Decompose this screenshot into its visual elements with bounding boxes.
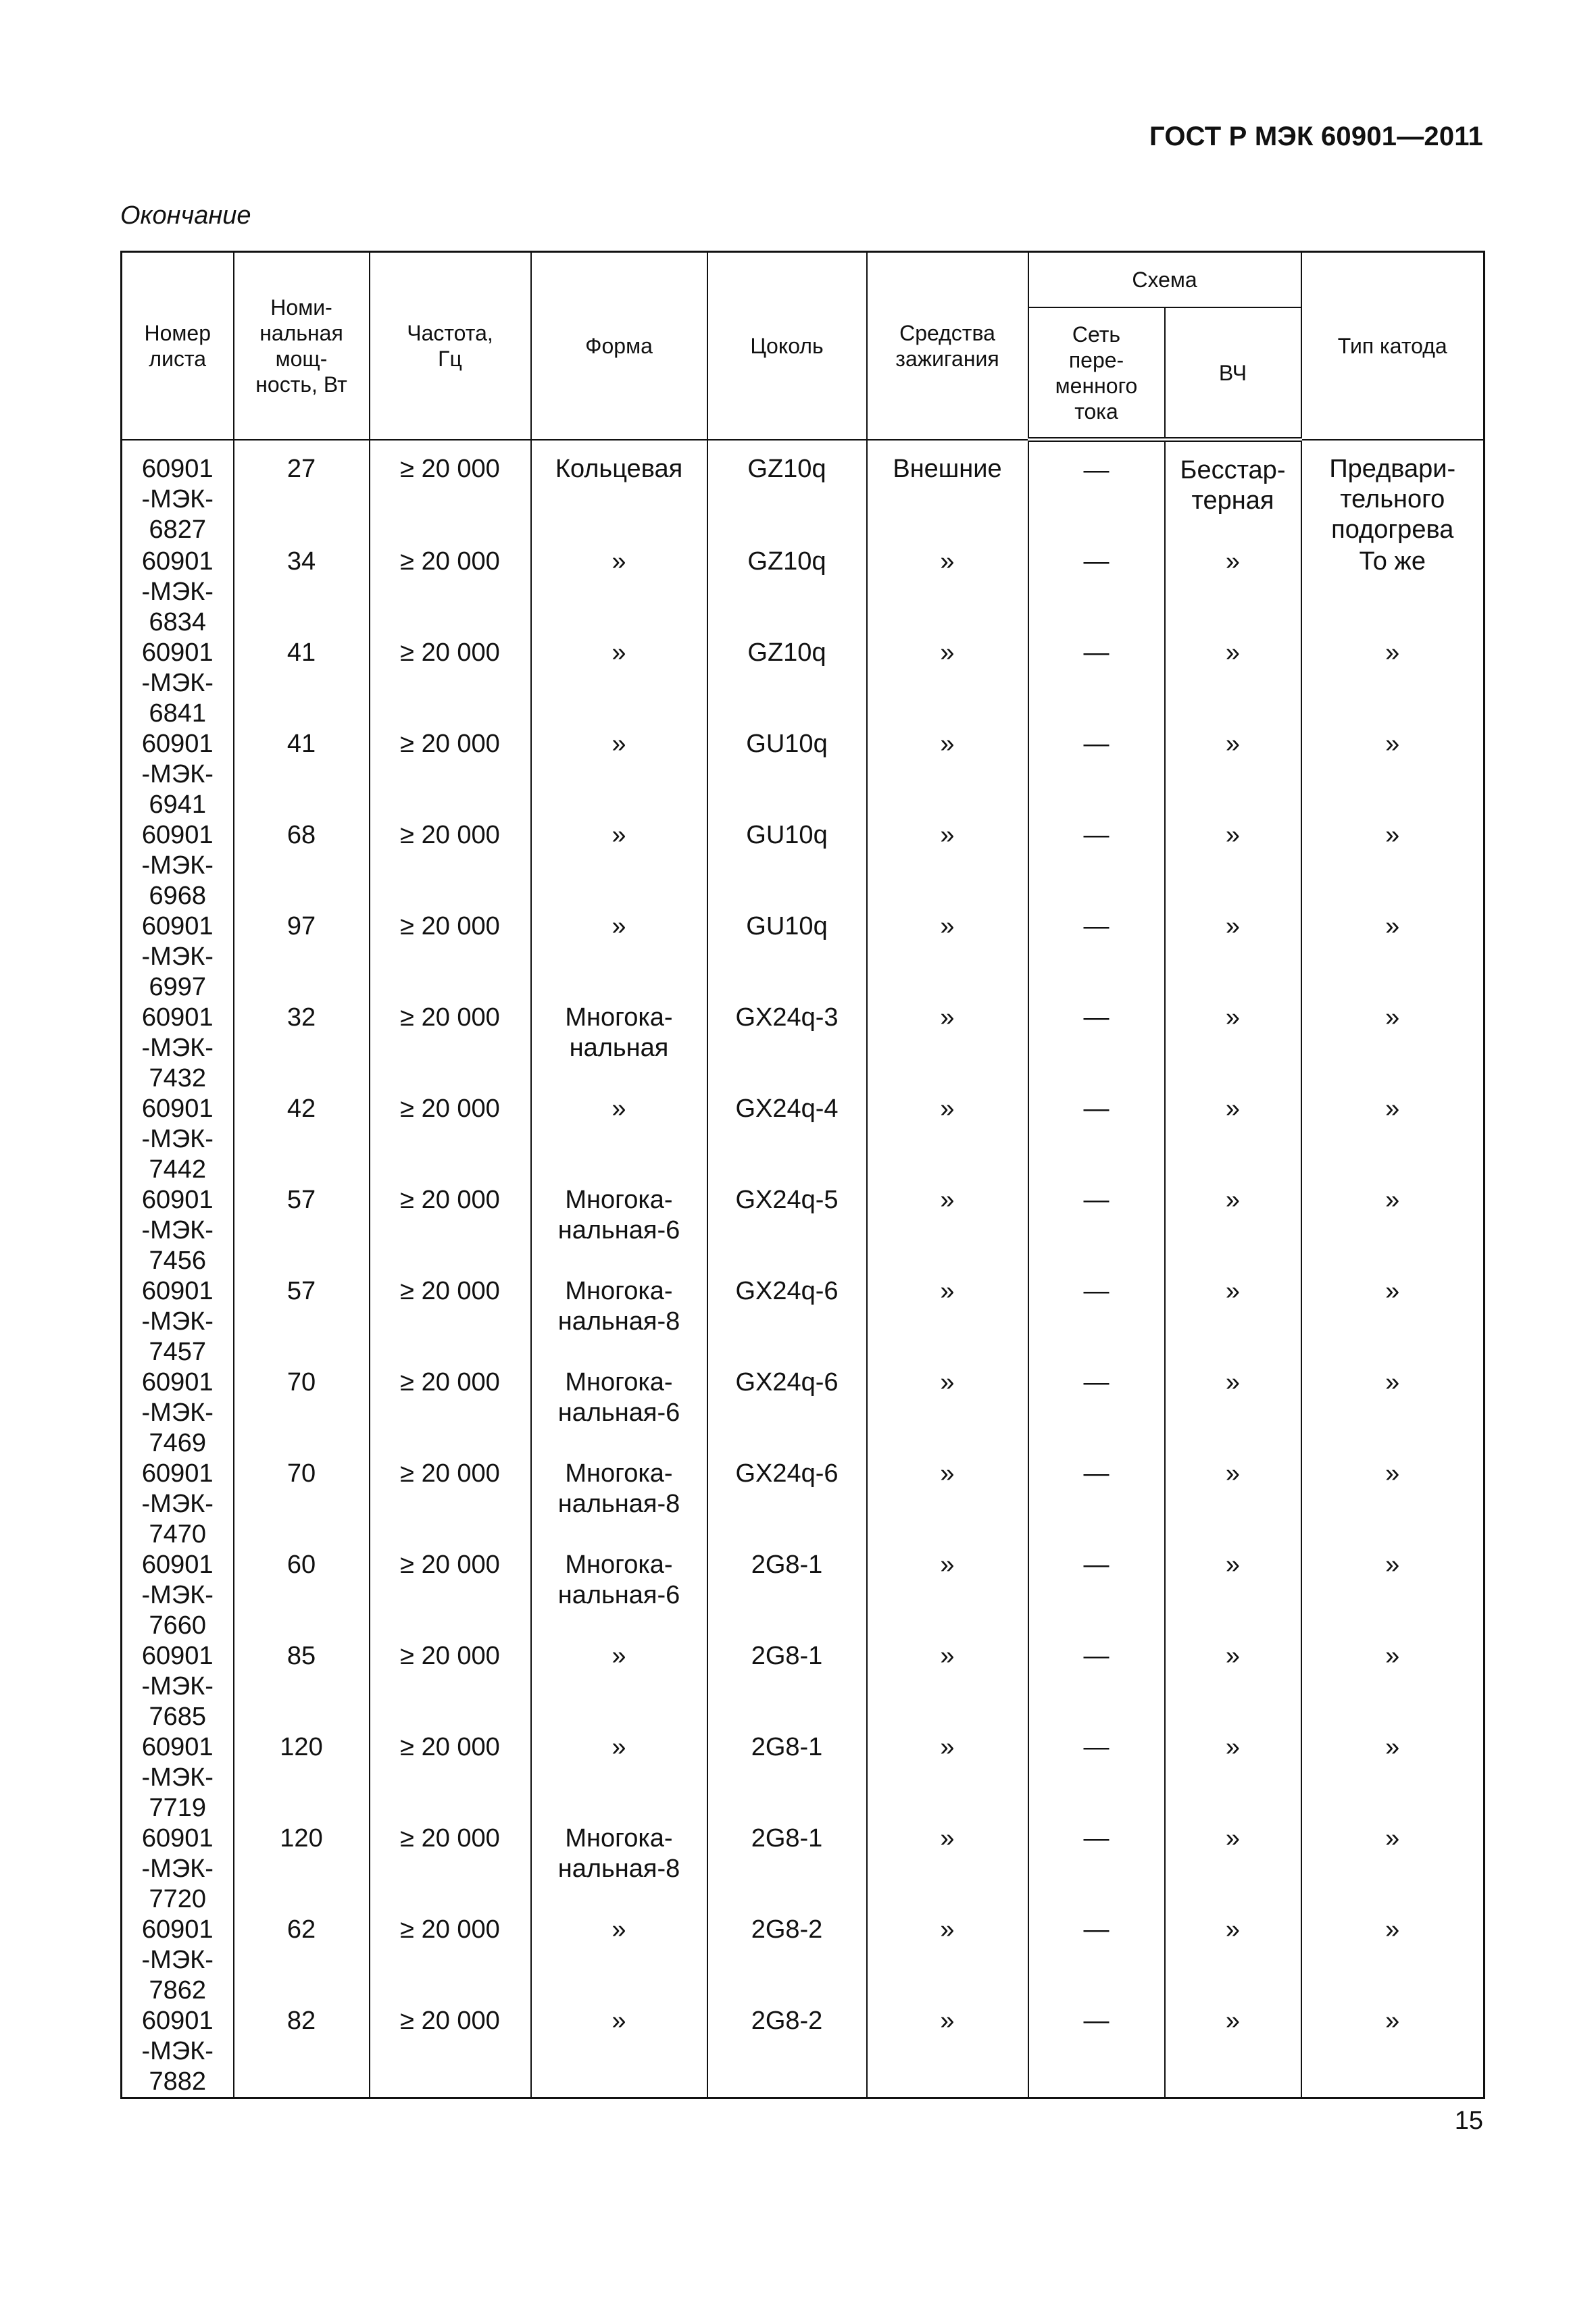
cell-scheme-ac: — xyxy=(1028,1641,1165,1732)
cell-sheet-number: 60901 -МЭК- 7882 xyxy=(122,2006,234,2098)
page-number: 15 xyxy=(1454,2107,1483,2135)
cell-power: 85 xyxy=(234,1641,370,1732)
cell-ignition: » xyxy=(867,1367,1028,1459)
cell-base: GX24q-3 xyxy=(707,1003,867,1094)
cell-sheet-number: 60901 -МЭК- 7719 xyxy=(122,1732,234,1823)
cell-scheme-ac: — xyxy=(1028,1185,1165,1276)
cell-sheet-number: 60901 -МЭК- 6827 xyxy=(122,440,234,547)
cell-base: 2G8-1 xyxy=(707,1823,867,1915)
cell-ignition: » xyxy=(867,1459,1028,1550)
cell-frequency: ≥ 20 000 xyxy=(370,1276,531,1367)
cell-scheme-ac: — xyxy=(1028,729,1165,820)
cell-ignition: » xyxy=(867,1915,1028,2006)
cell-ignition: » xyxy=(867,1732,1028,1823)
cell-scheme-hf: » xyxy=(1165,1823,1301,1915)
header-sheet-number: Номер листа xyxy=(122,252,234,440)
table-body xyxy=(122,440,1485,2098)
cell-scheme-hf: » xyxy=(1165,1094,1301,1185)
cell-scheme-hf: » xyxy=(1165,1641,1301,1732)
standard-title: ГОСТ Р МЭК 60901—2011 xyxy=(1149,122,1483,151)
cell-cathode: » xyxy=(1301,1367,1485,1459)
table-row xyxy=(122,1276,1485,1367)
cell-frequency: ≥ 20 000 xyxy=(370,820,531,911)
cell-scheme-ac: — xyxy=(1028,1367,1165,1459)
cell-cathode: » xyxy=(1301,1641,1485,1732)
table-row xyxy=(122,1185,1485,1276)
continuation-label: Окончание xyxy=(120,201,251,230)
cell-base: GZ10q xyxy=(707,638,867,729)
cell-scheme-hf: » xyxy=(1165,1915,1301,2006)
cell-base: GU10q xyxy=(707,911,867,1003)
cell-ignition: Внешние xyxy=(867,440,1028,547)
cell-ignition: » xyxy=(867,911,1028,1003)
cell-shape: » xyxy=(531,820,707,911)
cell-base: GU10q xyxy=(707,729,867,820)
table-row xyxy=(122,638,1485,729)
cell-frequency: ≥ 20 000 xyxy=(370,1094,531,1185)
cell-scheme-hf: » xyxy=(1165,820,1301,911)
cell-power: 41 xyxy=(234,638,370,729)
cell-power: 120 xyxy=(234,1823,370,1915)
cell-cathode: » xyxy=(1301,820,1485,911)
cell-scheme-hf: » xyxy=(1165,729,1301,820)
cell-cathode: » xyxy=(1301,2006,1485,2098)
cell-scheme-hf: » xyxy=(1165,1003,1301,1094)
cell-power: 70 xyxy=(234,1459,370,1550)
header-scheme: Схема xyxy=(1028,252,1301,308)
cell-scheme-ac: — xyxy=(1028,1550,1165,1641)
cell-frequency: ≥ 20 000 xyxy=(370,638,531,729)
cell-scheme-ac: — xyxy=(1028,1276,1165,1367)
cell-cathode: » xyxy=(1301,1550,1485,1641)
cell-base: 2G8-1 xyxy=(707,1641,867,1732)
cell-shape: Многока- нальная-8 xyxy=(531,1459,707,1550)
cell-shape: Кольцевая xyxy=(531,440,707,547)
table-row xyxy=(122,729,1485,820)
cell-base: 2G8-2 xyxy=(707,2006,867,2098)
lamp-spec-table xyxy=(120,251,1485,2099)
cell-scheme-hf: » xyxy=(1165,1459,1301,1550)
cell-frequency: ≥ 20 000 xyxy=(370,1915,531,2006)
cell-ignition: » xyxy=(867,1003,1028,1094)
cell-shape: Многока- нальная xyxy=(531,1003,707,1094)
cell-power: 57 xyxy=(234,1276,370,1367)
table-row xyxy=(122,820,1485,911)
cell-base: GX24q-4 xyxy=(707,1094,867,1185)
cell-sheet-number: 60901 -МЭК- 7469 xyxy=(122,1367,234,1459)
cell-scheme-ac: — xyxy=(1028,1459,1165,1550)
cell-cathode: » xyxy=(1301,1459,1485,1550)
table-row xyxy=(122,1459,1485,1550)
cell-shape: » xyxy=(531,1641,707,1732)
cell-power: 57 xyxy=(234,1185,370,1276)
cell-scheme-hf: » xyxy=(1165,547,1301,638)
table-row xyxy=(122,1003,1485,1094)
cell-frequency: ≥ 20 000 xyxy=(370,440,531,547)
cell-shape: » xyxy=(531,2006,707,2098)
cell-power: 27 xyxy=(234,440,370,547)
cell-scheme-ac: — xyxy=(1028,2006,1165,2098)
cell-cathode: » xyxy=(1301,1094,1485,1185)
cell-frequency: ≥ 20 000 xyxy=(370,1732,531,1823)
header-base: Цоколь xyxy=(707,252,867,440)
cell-sheet-number: 60901 -МЭК- 6841 xyxy=(122,638,234,729)
header-shape: Форма xyxy=(531,252,707,440)
cell-sheet-number: 60901 -МЭК- 7442 xyxy=(122,1094,234,1185)
cell-scheme-hf: » xyxy=(1165,911,1301,1003)
cell-ignition: » xyxy=(867,1276,1028,1367)
cell-frequency: ≥ 20 000 xyxy=(370,1823,531,1915)
table-row xyxy=(122,1550,1485,1641)
cell-ignition: » xyxy=(867,1550,1028,1641)
cell-shape: » xyxy=(531,1094,707,1185)
cell-power: 60 xyxy=(234,1550,370,1641)
table-row xyxy=(122,1732,1485,1823)
cell-shape: » xyxy=(531,1915,707,2006)
cell-base: GZ10q xyxy=(707,547,867,638)
cell-sheet-number: 60901 -МЭК- 6834 xyxy=(122,547,234,638)
cell-ignition: » xyxy=(867,1823,1028,1915)
cell-shape: » xyxy=(531,547,707,638)
cell-scheme-hf: » xyxy=(1165,1276,1301,1367)
cell-sheet-number: 60901 -МЭК- 6968 xyxy=(122,820,234,911)
cell-shape: » xyxy=(531,638,707,729)
cell-base: GU10q xyxy=(707,820,867,911)
cell-frequency: ≥ 20 000 xyxy=(370,1185,531,1276)
cell-shape: » xyxy=(531,1732,707,1823)
cell-cathode: » xyxy=(1301,1003,1485,1094)
cell-scheme-hf: Бесстар- терная xyxy=(1165,440,1301,547)
cell-frequency: ≥ 20 000 xyxy=(370,1003,531,1094)
cell-sheet-number: 60901 -МЭК- 7457 xyxy=(122,1276,234,1367)
cell-scheme-hf: » xyxy=(1165,1550,1301,1641)
cell-scheme-hf: » xyxy=(1165,1185,1301,1276)
cell-frequency: ≥ 20 000 xyxy=(370,1641,531,1732)
table-row xyxy=(122,1641,1485,1732)
header-power: Номи- нальная мощ- ность, Вт xyxy=(234,252,370,440)
cell-power: 70 xyxy=(234,1367,370,1459)
cell-scheme-ac: — xyxy=(1028,1915,1165,2006)
cell-power: 41 xyxy=(234,729,370,820)
cell-shape: Многока- нальная-6 xyxy=(531,1550,707,1641)
cell-scheme-ac: — xyxy=(1028,1003,1165,1094)
cell-sheet-number: 60901 -МЭК- 7720 xyxy=(122,1823,234,1915)
cell-ignition: » xyxy=(867,729,1028,820)
cell-sheet-number: 60901 -МЭК- 6997 xyxy=(122,911,234,1003)
cell-cathode: » xyxy=(1301,729,1485,820)
cell-cathode: » xyxy=(1301,1732,1485,1823)
table-row xyxy=(122,1915,1485,2006)
cell-base: GX24q-6 xyxy=(707,1276,867,1367)
cell-shape: » xyxy=(531,911,707,1003)
cell-sheet-number: 60901 -МЭК- 7456 xyxy=(122,1185,234,1276)
cell-base: 2G8-1 xyxy=(707,1550,867,1641)
cell-base: GX24q-5 xyxy=(707,1185,867,1276)
cell-cathode: » xyxy=(1301,1276,1485,1367)
header-scheme-hf: ВЧ xyxy=(1165,307,1301,440)
table-row xyxy=(122,1823,1485,1915)
cell-scheme-ac: — xyxy=(1028,820,1165,911)
table-row xyxy=(122,547,1485,638)
cell-power: 97 xyxy=(234,911,370,1003)
cell-ignition: » xyxy=(867,2006,1028,2098)
cell-scheme-ac: — xyxy=(1028,1823,1165,1915)
cell-power: 82 xyxy=(234,2006,370,2098)
table-row xyxy=(122,1094,1485,1185)
cell-cathode: Предвари- тельного подогрева xyxy=(1301,440,1485,547)
cell-cathode: » xyxy=(1301,911,1485,1003)
cell-power: 32 xyxy=(234,1003,370,1094)
cell-base: GX24q-6 xyxy=(707,1459,867,1550)
cell-power: 68 xyxy=(234,820,370,911)
cell-cathode: » xyxy=(1301,638,1485,729)
cell-cathode: » xyxy=(1301,1823,1485,1915)
cell-frequency: ≥ 20 000 xyxy=(370,1550,531,1641)
cell-frequency: ≥ 20 000 xyxy=(370,911,531,1003)
cell-base: 2G8-1 xyxy=(707,1732,867,1823)
cell-scheme-ac: — xyxy=(1028,547,1165,638)
cell-shape: Многока- нальная-6 xyxy=(531,1185,707,1276)
cell-base: 2G8-2 xyxy=(707,1915,867,2006)
cell-scheme-ac: — xyxy=(1028,1094,1165,1185)
cell-shape: Многока- нальная-8 xyxy=(531,1823,707,1915)
header-cathode: Тип катода xyxy=(1301,252,1485,440)
table-row xyxy=(122,911,1485,1003)
cell-cathode: То же xyxy=(1301,547,1485,638)
header-frequency: Частота, Гц xyxy=(370,252,531,440)
cell-frequency: ≥ 20 000 xyxy=(370,547,531,638)
table-header xyxy=(122,252,1485,440)
cell-scheme-hf: » xyxy=(1165,638,1301,729)
cell-ignition: » xyxy=(867,1185,1028,1276)
cell-frequency: ≥ 20 000 xyxy=(370,1367,531,1459)
cell-ignition: » xyxy=(867,820,1028,911)
cell-sheet-number: 60901 -МЭК- 7432 xyxy=(122,1003,234,1094)
cell-frequency: ≥ 20 000 xyxy=(370,1459,531,1550)
cell-power: 62 xyxy=(234,1915,370,2006)
cell-frequency: ≥ 20 000 xyxy=(370,2006,531,2098)
cell-shape: Многока- нальная-8 xyxy=(531,1276,707,1367)
cell-sheet-number: 60901 -МЭК- 7862 xyxy=(122,1915,234,2006)
cell-sheet-number: 60901 -МЭК- 7685 xyxy=(122,1641,234,1732)
cell-ignition: » xyxy=(867,547,1028,638)
cell-sheet-number: 60901 -МЭК- 6941 xyxy=(122,729,234,820)
cell-shape: » xyxy=(531,729,707,820)
cell-ignition: » xyxy=(867,1094,1028,1185)
cell-sheet-number: 60901 -МЭК- 7470 xyxy=(122,1459,234,1550)
cell-frequency: ≥ 20 000 xyxy=(370,729,531,820)
cell-cathode: » xyxy=(1301,1185,1485,1276)
cell-scheme-hf: » xyxy=(1165,1732,1301,1823)
cell-ignition: » xyxy=(867,638,1028,729)
cell-scheme-hf: » xyxy=(1165,1367,1301,1459)
cell-scheme-ac: — xyxy=(1028,638,1165,729)
table-row xyxy=(122,2006,1485,2098)
cell-ignition: » xyxy=(867,1641,1028,1732)
cell-sheet-number: 60901 -МЭК- 7660 xyxy=(122,1550,234,1641)
table-row xyxy=(122,1367,1485,1459)
cell-base: GZ10q xyxy=(707,440,867,547)
cell-scheme-ac: — xyxy=(1028,1732,1165,1823)
header-ignition: Средства зажигания xyxy=(867,252,1028,440)
table-row xyxy=(122,440,1485,547)
cell-cathode: » xyxy=(1301,1915,1485,2006)
cell-power: 42 xyxy=(234,1094,370,1185)
cell-shape: Многока- нальная-6 xyxy=(531,1367,707,1459)
cell-power: 120 xyxy=(234,1732,370,1823)
cell-scheme-hf: » xyxy=(1165,2006,1301,2098)
cell-base: GX24q-6 xyxy=(707,1367,867,1459)
cell-scheme-ac: — xyxy=(1028,911,1165,1003)
cell-power: 34 xyxy=(234,547,370,638)
cell-scheme-ac: — xyxy=(1028,440,1165,547)
header-scheme-ac: Сеть пере- менного тока xyxy=(1028,307,1165,440)
